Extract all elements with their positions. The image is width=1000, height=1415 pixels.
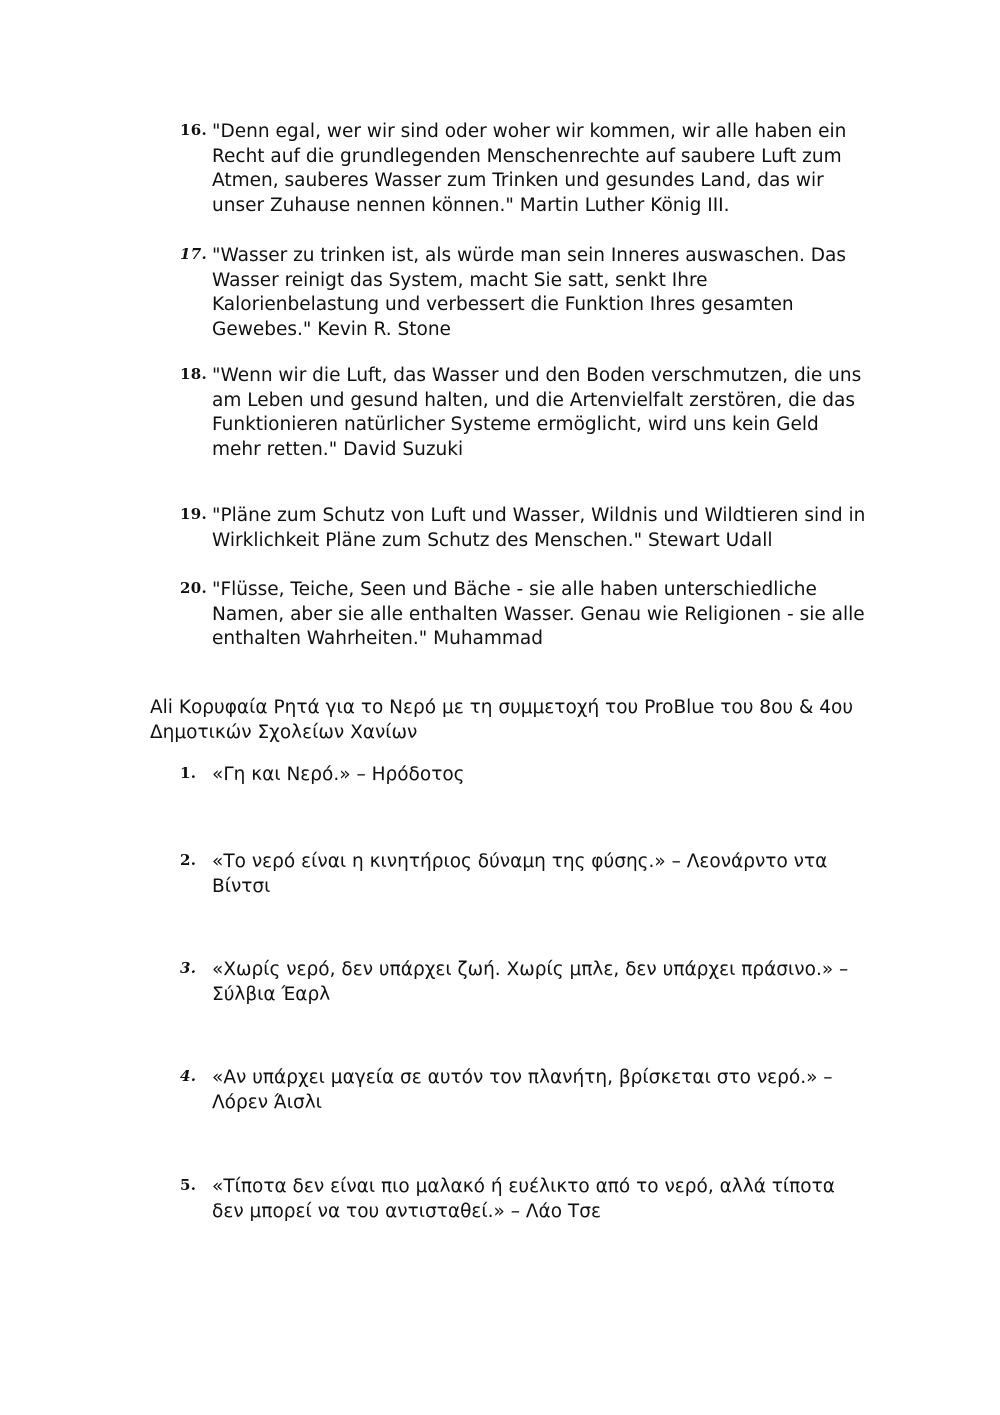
- list-number: 20.: [180, 579, 207, 597]
- list-number: 18.: [180, 365, 207, 383]
- list-number: 16.: [180, 121, 207, 139]
- quote-text: «Αν υπάρχει μαγεία σε αυτόν τον πλανήτη, βρίσκεται στο νερό.» – Λόρεν Άισλι: [212, 1067, 833, 1113]
- quote-text: «Το νερό είναι η κινητήριος δύναμη της φύσης.» – Λεονάρντο ντα Βίντσι: [212, 851, 828, 897]
- quote-text: «Γη και Νερό.» – Ηρόδοτος: [212, 764, 465, 785]
- list-item: [180, 120, 880, 218]
- list-item: [180, 1066, 880, 1115]
- quote-text: "Flüsse, Teiche, Seen und Bäche - sie alle haben unterschiedliche Namen, aber sie alle enthalten Wasser. Genau wie Religionen - sie alle enthalten Wahrheiten." Muhammad: [212, 579, 865, 649]
- list-item: [180, 578, 880, 652]
- list-number: 5.: [180, 1176, 197, 1194]
- quote-text: "Wasser zu trinken ist, als würde man sein Inneres auswaschen. Das Wasser reinigt das System, macht Sie satt, senkt Ihre Kalorienbelastung und verbessert die Funktion Ihres gesamten Gewebes." Kevin R. Stone: [212, 245, 847, 340]
- quote-text: «Τίποτα δεν είναι πιο μαλακό ή ευέλικτο από το νερό, αλλά τίποτα δεν μπορεί να του αντισταθεί.» – Λάο Τσε: [212, 1176, 835, 1222]
- list-number: 17.: [180, 245, 207, 263]
- list-item: [180, 958, 880, 1007]
- quote-text: "Denn egal, wer wir sind oder woher wir kommen, wir alle haben ein Recht auf die grundlegenden Menschenrechte auf saubere Luft zum Atmen, sauberes Wasser zum Trinken und gesundes Land, das wir unser Zuhause nennen können." Martin Luther König III.: [212, 121, 847, 216]
- list-item: [180, 1175, 880, 1224]
- section-heading: Ali Κορυφαία Ρητά για το Νερό με τη συμμετοχή του ProBlue του 8ου & 4ου Δημοτικών Σχολείων Χανίων: [150, 697, 854, 743]
- list-number: 1.: [180, 764, 197, 782]
- list-number: 2.: [180, 851, 197, 869]
- list-item: [180, 850, 880, 899]
- list-item: [180, 504, 880, 553]
- list-item: [180, 763, 880, 788]
- list-number: 3.: [180, 959, 197, 977]
- quote-text: «Χωρίς νερό, δεν υπάρχει ζωή. Χωρίς μπλε, δεν υπάρχει πράσινο.» – Σύλβια Έαρλ: [212, 959, 849, 1005]
- list-number: 4.: [180, 1067, 197, 1085]
- list-item: [180, 364, 880, 462]
- quote-text: "Wenn wir die Luft, das Wasser und den Boden verschmutzen, die uns am Leben und gesund halten, und die Artenvielfalt zerstören, die das Funktionieren natürlicher Systeme ermöglicht, wird uns kein Geld mehr retten." David Suzuki: [212, 365, 862, 460]
- list-item: [180, 244, 880, 342]
- list-number: 19.: [180, 505, 207, 523]
- quote-text: "Pläne zum Schutz von Luft und Wasser, Wildnis und Wildtieren sind in Wirklichkeit Pläne zum Schutz des Menschen." Stewart Udall: [212, 505, 866, 551]
